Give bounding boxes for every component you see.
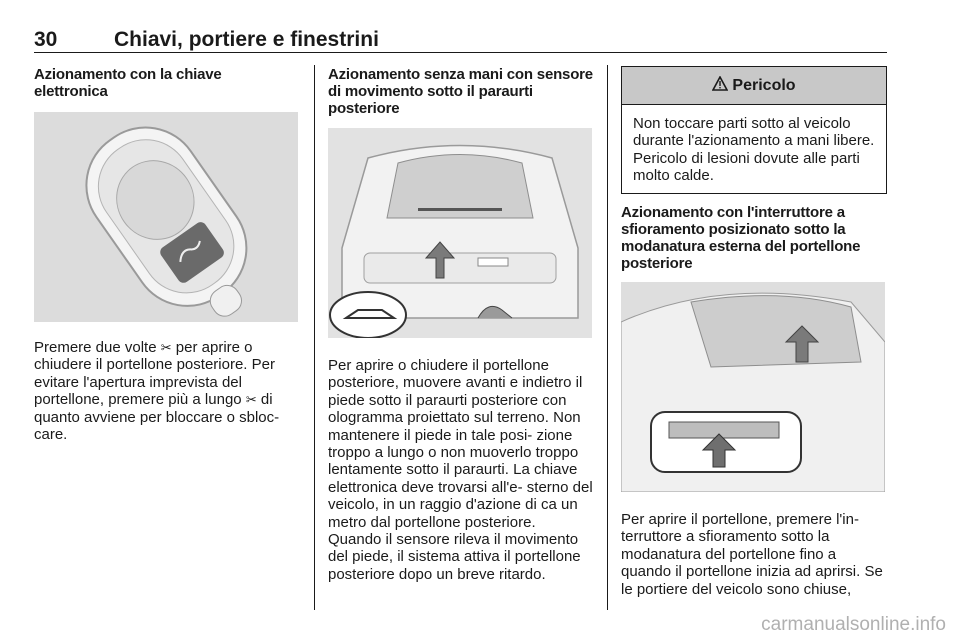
column-1 [34, 66, 299, 100]
tailgate-icon: ✂ [245, 392, 257, 408]
column-divider-2 [607, 65, 608, 610]
column-divider-1 [314, 65, 315, 610]
warning-header [622, 67, 886, 105]
rear-bumper-sensor-illustration [328, 128, 592, 338]
tailgate-icon: ✂ [160, 340, 172, 355]
handsfree-instruction-text: Per aprire o chiudere il portellone posteriore, muovere avanti e indietro il piede sotto il paraurti posteriore con ologramma proiettato sul terreno. Non mantenere il piede in tale posi- zione troppo a lungo o non muoverlo troppo lentamente sotto il paraurti. La chiave elettronica deve trovarsi all'e- sterno del veicolo, in un raggio d'azione di ca un metro dal portellone posteriore. Quando il sensore rileva il movimento del piede, il sistema attiva il portellone posteriore dopo un breve ritardo. [328, 357, 593, 583]
section-heading-touch-switch: Azionamento con l'interruttore a sfioramento posizionato sotto la modanatura esterna del portellone posteriore [621, 204, 861, 272]
warning-text: Non toccare parti sotto al veicolo durante l'azionamento a mani libere. Pericolo di lesioni dovute alle parti molto calde. [633, 115, 875, 185]
danger-warning-box [621, 66, 887, 194]
page-header [34, 28, 887, 53]
column-3 [621, 204, 886, 272]
section-heading-handsfree: Azionamento senza mani con sensore di movimento sotto il paraurti posteriore [328, 66, 593, 117]
watermark: carmanualsonline.info [761, 614, 946, 635]
column-2 [328, 66, 593, 117]
warning-title: Pericolo [732, 76, 796, 94]
key-fob-illustration [34, 112, 298, 322]
column-3-body [621, 511, 886, 598]
section-heading-key: Azionamento con la chiave elettronica [34, 66, 222, 100]
touch-switch-instruction-text: Per aprire il portellone, premere l'in- terruttore a sfioramento sotto la modanatura del portellone fino a quando il portellone inizia ad aprirsi. Se le portiere del veicolo sono chiuse, [621, 511, 883, 598]
touch-switch-illustration [621, 282, 885, 492]
column-2-body [328, 357, 593, 583]
key-instruction-text: Premere due volte ✂ per aprire o chiudere il portellone posteriore. Per evitare l'apertura imprevista del portellone, premere più a lungo ✂ di quanto avviene per bloccare o sbloc- care. [34, 339, 280, 444]
column-1-body [34, 339, 299, 443]
warning-triangle-icon [712, 76, 728, 96]
page-number: 30 [34, 28, 58, 51]
page-title: Chiavi, portiere e finestrini [114, 28, 379, 51]
